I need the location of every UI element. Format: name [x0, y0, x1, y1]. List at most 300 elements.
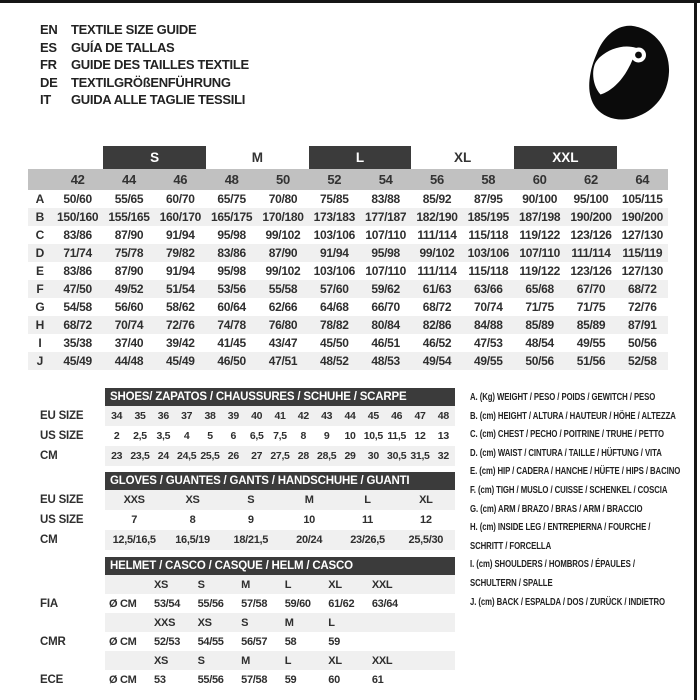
standard-label: ECE — [40, 673, 64, 686]
size-value-cell: 48/53 — [371, 354, 400, 368]
value-cell: M — [304, 494, 314, 506]
language-code: FR — [40, 57, 57, 73]
row-letter: E — [35, 264, 44, 278]
size-value-cell: 39/42 — [166, 336, 195, 350]
size-value-cell: 50/56 — [628, 336, 657, 350]
size-value-cell: 68/72 — [422, 300, 452, 314]
size-value-cell: 182/190 — [416, 210, 458, 224]
size-group-spacer — [28, 146, 52, 169]
size-value-cell: 70/74 — [114, 318, 144, 332]
size-value-cell: 155/165 — [108, 210, 150, 224]
row-band — [105, 446, 455, 466]
row-band — [105, 670, 455, 689]
main-size-table — [28, 146, 668, 370]
row-label: EU SIZE — [40, 410, 84, 422]
helmet-size-cell: S — [241, 616, 249, 629]
size-header-cell: 52 — [327, 172, 342, 187]
gloves-rows — [28, 490, 458, 550]
size-value-cell: 115/118 — [468, 228, 509, 242]
value-cell: 38 — [204, 410, 216, 422]
size-value-cell: 45/50 — [320, 336, 349, 350]
size-value-cell: 79/82 — [166, 246, 195, 260]
helmet-value-row — [28, 632, 458, 651]
helmet-size-cell: XXL — [371, 578, 393, 591]
helmet-size-cell: L — [284, 654, 292, 667]
helmet-value-cell: 57/58 — [241, 673, 268, 686]
size-value-cell: 41/45 — [217, 336, 246, 350]
value-cell: 10,5 — [363, 430, 383, 442]
value-cell: 41 — [274, 410, 286, 422]
legend-line: F. (cm) TIGH / MUSLO / CUISSE / SCHENKEL / COSCIA — [470, 483, 668, 496]
value-cell: XXS — [123, 494, 145, 506]
size-value-cell: 111/114 — [571, 246, 611, 260]
size-value-cell: 35/38 — [63, 336, 92, 350]
value-cell: S — [247, 494, 255, 506]
size-value-cell: 99/102 — [419, 246, 455, 260]
value-cell: 6,5 — [249, 430, 264, 442]
size-value-cell: 99/102 — [265, 264, 301, 278]
size-value-cell: 52/58 — [628, 354, 657, 368]
helmet-value-cell: 58 — [284, 635, 297, 648]
value-cell: 13 — [437, 430, 449, 442]
helmet-size-cell: XS — [197, 616, 212, 629]
row-label: CM — [40, 534, 58, 546]
table-row — [28, 510, 458, 530]
size-value-cell: 91/94 — [320, 246, 349, 260]
legend-line: I. (cm) SHOULDERS / HOMBROS / ÉPAULES / — [470, 558, 635, 571]
measure-legend — [470, 388, 696, 611]
helmet-value-cell: 54/55 — [197, 635, 224, 648]
size-value-cell: 54/58 — [63, 300, 92, 314]
value-cell: 30 — [367, 450, 379, 462]
size-value-cell: 59/62 — [371, 282, 400, 296]
helmet-value-cell: 60 — [328, 673, 340, 686]
size-value-cell: 70/74 — [474, 300, 503, 314]
value-cell: 40 — [251, 410, 263, 422]
size-header-cell: 44 — [122, 172, 136, 187]
helmet-size-row — [28, 651, 458, 670]
size-value-cell: 103/106 — [313, 228, 355, 242]
size-value-cell: 160/170 — [159, 210, 201, 224]
value-cell: 36 — [157, 410, 169, 422]
size-value-cell: 95/98 — [371, 246, 400, 260]
value-cell: 24,5 — [177, 450, 197, 462]
size-value-cell: 68/72 — [628, 282, 657, 296]
value-cell: 32 — [437, 450, 449, 462]
legend-line: E. (cm) HIP / CADERA / HANCHE / HÜFTE / HIPS / BACINO — [470, 465, 681, 478]
helmet-size-cell: XS — [154, 654, 169, 667]
value-cell: 37 — [181, 410, 193, 422]
size-value-cell: 50/60 — [63, 192, 92, 206]
size-value-cell: 47/50 — [63, 282, 92, 296]
size-value-cell: 123/126 — [570, 228, 612, 242]
size-value-cell: 63/66 — [474, 282, 503, 296]
helmet-size-cell: S — [197, 654, 205, 667]
size-value-cell: 48/52 — [320, 354, 349, 368]
helmet-size-row — [28, 613, 458, 632]
size-value-cell: 103/106 — [467, 246, 509, 260]
helmet-value-cell: 56/57 — [241, 635, 268, 648]
value-cell: 10 — [344, 430, 356, 442]
size-group-cell — [617, 146, 668, 169]
legend-line: SCHRITT / FORCELLA — [470, 539, 552, 552]
unit-cell: Ø CM — [109, 597, 137, 610]
size-value-cell: 123/126 — [570, 264, 612, 278]
size-row — [28, 262, 668, 280]
standard-label: FIA — [40, 597, 58, 610]
language-row — [40, 21, 249, 39]
size-value-cell: 173/183 — [313, 210, 355, 224]
value-cell: 7,5 — [273, 430, 287, 442]
size-value-cell: 72/76 — [628, 300, 657, 314]
size-value-cell: 72/76 — [166, 318, 195, 332]
size-value-cell: 119/122 — [519, 264, 560, 278]
size-value-cell: 127/130 — [621, 228, 663, 242]
legend-line: SCHULTERN / SPALLE — [470, 576, 553, 589]
row-label — [28, 613, 105, 632]
value-cell: 23 — [111, 450, 123, 462]
helmet-size-cell: XL — [328, 578, 342, 591]
size-value-cell: 60/70 — [166, 192, 195, 206]
language-code: DE — [40, 74, 58, 90]
size-value-cell: 51/54 — [166, 282, 195, 296]
size-value-cell: 127/130 — [621, 264, 663, 278]
size-value-cell: 82/86 — [422, 318, 452, 332]
size-row — [28, 280, 668, 298]
helmet-icon — [572, 22, 678, 127]
value-cell: 7 — [131, 514, 138, 526]
size-row — [28, 244, 668, 262]
language-label: TEXTILGRÖßENFÜHRUNG — [71, 74, 231, 90]
value-cell: 3,5 — [156, 430, 171, 442]
row-letter: C — [35, 228, 45, 242]
size-value-cell: 47/53 — [474, 336, 503, 350]
helmet-size-cell: S — [197, 578, 205, 591]
size-header-cell: 60 — [532, 172, 547, 187]
size-row — [28, 208, 668, 226]
row-label — [28, 575, 105, 594]
size-row — [28, 226, 668, 244]
language-label: GUIDE DES TAILLES TEXTILE — [71, 57, 249, 73]
value-cell: 39 — [227, 410, 239, 422]
value-cell: 35 — [134, 410, 146, 422]
size-value-cell: 95/100 — [573, 192, 609, 206]
value-cell: 9 — [323, 430, 330, 442]
size-value-cell: 43/47 — [268, 336, 298, 350]
size-value-cell: 165/175 — [211, 210, 253, 224]
value-cell: 25,5/30 — [408, 534, 444, 546]
size-value-cell: 47/51 — [268, 354, 298, 368]
size-value-cell: 65/75 — [217, 192, 246, 206]
size-value-cell: 70/80 — [268, 192, 298, 206]
size-header-cell: 56 — [430, 172, 444, 187]
value-cell: 8 — [189, 514, 196, 526]
size-value-cell: 103/106 — [313, 264, 355, 278]
size-value-cell: 170/180 — [262, 210, 304, 224]
size-value-cell: 67/70 — [576, 282, 606, 296]
value-cell: 48 — [437, 410, 449, 422]
size-row — [28, 298, 668, 316]
size-value-cell: 119/122 — [519, 228, 560, 242]
helmet-size-row — [28, 575, 458, 594]
helmet-size-cell: M — [241, 654, 251, 667]
value-cell: 23/26,5 — [350, 534, 385, 546]
helmet-size-cell: XS — [154, 578, 169, 591]
row-band — [105, 530, 455, 550]
helmet-value-row — [28, 670, 458, 689]
size-value-cell: 177/187 — [365, 210, 407, 224]
helmet-value-cell: 61/62 — [328, 597, 355, 610]
size-value-cell: 49/55 — [474, 354, 503, 368]
helmet-size-cell: XL — [328, 654, 342, 667]
row-band — [105, 632, 455, 651]
helmet-value-cell: 55/56 — [197, 673, 224, 686]
size-value-cell: 53/56 — [217, 282, 246, 296]
unit-cell: Ø CM — [109, 673, 137, 686]
top-border — [0, 0, 700, 3]
language-row — [40, 91, 249, 109]
helmet-value-cell: 59 — [328, 635, 340, 648]
size-value-cell: 99/102 — [265, 228, 301, 242]
value-cell: 26 — [227, 450, 239, 462]
size-value-cell: 66/70 — [371, 300, 400, 314]
value-cell: 6 — [230, 430, 237, 442]
value-cell: 25,5 — [200, 450, 220, 462]
row-label: US SIZE — [40, 514, 84, 526]
size-header-cell: 64 — [635, 172, 650, 187]
helmet-value-cell: 63/64 — [371, 597, 398, 610]
size-value-cell: 107/110 — [365, 264, 406, 278]
size-value-cell: 51/56 — [576, 354, 606, 368]
helmet-value-cell: 59/60 — [284, 597, 311, 610]
helmet-size-cell: XXL — [371, 654, 393, 667]
size-value-cell: 105/115 — [622, 192, 663, 206]
size-value-cell: 49/52 — [114, 282, 144, 296]
helmet-rows — [28, 575, 458, 689]
language-code: IT — [40, 92, 51, 108]
helmet-section — [28, 557, 458, 689]
size-value-cell: 185/195 — [467, 210, 509, 224]
row-band — [105, 575, 455, 594]
row-letter: G — [35, 300, 45, 314]
size-value-cell: 83/86 — [63, 228, 92, 242]
size-value-cell: 71/75 — [525, 300, 554, 314]
value-cell: 12,5/16,5 — [112, 534, 156, 546]
value-cell: 29 — [344, 450, 356, 462]
size-value-cell: 71/75 — [576, 300, 606, 314]
language-label: GUÍA DE TALLAS — [71, 39, 175, 55]
size-value-cell: 111/114 — [417, 228, 457, 242]
size-value-cell: 45/49 — [63, 354, 92, 368]
helmet-value-cell: 55/56 — [197, 597, 224, 610]
size-value-cell: 62/66 — [268, 300, 298, 314]
size-header-cell: 46 — [173, 172, 188, 187]
legend-line: B. (cm) HEIGHT / ALTURA / HAUTEUR / HÖHE / ALTEZZA — [470, 409, 676, 422]
value-cell: L — [364, 494, 371, 506]
helmet-size-cell: L — [284, 578, 292, 591]
size-value-cell: 150/160 — [57, 210, 99, 224]
size-value-cell: 46/50 — [217, 354, 246, 368]
language-code: ES — [40, 39, 57, 55]
size-group-row — [28, 146, 668, 169]
value-cell: 11,5 — [387, 430, 406, 442]
row-letter: D — [35, 246, 45, 260]
size-value-cell: 65/68 — [525, 282, 554, 296]
size-row — [28, 316, 668, 334]
size-value-cell: 48/54 — [525, 336, 554, 350]
value-cell: 9 — [247, 514, 254, 526]
size-value-cell: 74/78 — [217, 318, 246, 332]
helmet-value-cell: 53 — [154, 673, 166, 686]
value-cell: 28 — [297, 450, 309, 462]
size-value-cell: 60/64 — [217, 300, 246, 314]
helmet-size-cell: XXS — [154, 616, 176, 629]
size-value-cell: 49/54 — [422, 354, 452, 368]
size-value-cell: 91/94 — [166, 264, 195, 278]
size-value-cell: 57/60 — [320, 282, 349, 296]
table-row — [28, 426, 458, 446]
gloves-title: GLOVES / GUANTES / GANTS / HANDSCHUHE / GUANTI — [105, 472, 455, 490]
shoes-section — [28, 388, 458, 466]
row-letter: I — [38, 336, 42, 350]
legend-line: C. (cm) CHEST / PECHO / POITRINE / TRUHE / PETTO — [470, 428, 665, 441]
helmet-value-cell: 57/58 — [241, 597, 268, 610]
language-row — [40, 74, 249, 92]
size-value-cell: 83/86 — [63, 264, 92, 278]
value-cell: 11 — [361, 514, 373, 526]
language-row — [40, 39, 249, 57]
row-label: US SIZE — [40, 430, 84, 442]
size-value-cell: 56/60 — [114, 300, 144, 314]
table-row — [28, 530, 458, 550]
size-group-cell: XL — [454, 150, 472, 165]
size-value-cell: 71/74 — [63, 246, 92, 260]
row-band — [105, 426, 455, 446]
helmet-title: HELMET / CASCO / CASQUE / HELM / CASCO — [105, 557, 455, 575]
helmet-value-cell: 59 — [284, 673, 297, 686]
helmet-value-row — [28, 594, 458, 613]
helmet-value-cell: 61 — [371, 673, 384, 686]
row-label — [28, 651, 105, 670]
size-value-cell: 85/89 — [525, 318, 554, 332]
value-cell: 4 — [183, 430, 190, 442]
value-cell: XL — [419, 494, 433, 506]
row-label: CM — [40, 450, 58, 462]
size-group-cell: S — [103, 146, 206, 169]
table-row — [28, 446, 458, 466]
value-cell: 8 — [300, 430, 307, 442]
size-value-cell: 190/200 — [621, 210, 663, 224]
row-band — [105, 510, 455, 530]
unit-cell: Ø CM — [109, 635, 137, 648]
legend-line: G. (cm) ARM / BRAZO / BRAS / ARM / BRACCIO — [470, 502, 643, 515]
language-code: EN — [40, 22, 58, 37]
size-group-cell — [52, 146, 103, 169]
legend-line: D. (cm) WAIST / CINTURA / TAILLE / HÜFTUNG / VITA — [470, 446, 662, 459]
size-value-cell: 37/40 — [114, 336, 144, 350]
size-value-cell: 95/98 — [217, 264, 246, 278]
size-row — [28, 190, 668, 208]
value-cell: 12 — [414, 430, 426, 442]
value-cell: 27 — [251, 450, 263, 462]
size-header-cell: 48 — [224, 172, 239, 187]
size-header-cell: 58 — [481, 172, 496, 187]
value-cell: 24 — [157, 450, 169, 462]
row-band — [105, 490, 455, 510]
size-header-cell: 42 — [70, 172, 85, 187]
table-row — [28, 406, 458, 426]
value-cell: 42 — [297, 410, 309, 422]
table-row — [28, 490, 458, 510]
gloves-section — [28, 472, 458, 550]
size-value-cell: 87/90 — [114, 264, 144, 278]
legend-line: A. (Kg) WEIGHT / PESO / POIDS / GEWITCH / PESO — [470, 391, 656, 403]
row-band — [105, 651, 455, 670]
value-cell: 12 — [420, 514, 432, 526]
size-value-cell: 55/65 — [114, 192, 144, 206]
row-label: EU SIZE — [40, 494, 84, 506]
size-value-cell: 46/52 — [422, 336, 452, 350]
standard-label: CMR — [40, 635, 66, 648]
size-value-cell: 58/62 — [166, 300, 195, 314]
size-header-cell: 62 — [584, 172, 598, 187]
size-value-cell: 49/55 — [576, 336, 606, 350]
size-value-cell: 90/100 — [522, 192, 558, 206]
value-cell: XS — [185, 494, 200, 506]
row-band — [105, 406, 455, 426]
value-cell: 16,5/19 — [175, 534, 210, 546]
size-value-cell: 46/51 — [371, 336, 400, 350]
size-value-cell: 87/91 — [628, 318, 657, 332]
value-cell: 5 — [207, 430, 213, 442]
size-value-cell: 187/198 — [519, 210, 561, 224]
size-group-cell: L — [309, 146, 412, 169]
value-cell: 28,5 — [317, 450, 337, 462]
size-value-cell: 64/68 — [320, 300, 349, 314]
row-letter: B — [35, 210, 45, 224]
size-group-cell: XXL — [514, 146, 617, 169]
size-value-cell: 68/72 — [63, 318, 92, 332]
legend-line: J. (cm) BACK / ESPALDA / DOS / ZURÜCK / INDIETRO — [470, 595, 666, 608]
legend-line: H. (cm) INSIDE LEG / ENTREPIERNA / FOURCHE / — [470, 521, 651, 534]
size-value-cell: 87/90 — [268, 246, 298, 260]
size-value-cell: 107/110 — [365, 228, 406, 242]
language-label: TEXTILE SIZE GUIDE — [71, 22, 197, 37]
size-value-cell: 115/119 — [622, 246, 663, 260]
language-row — [40, 56, 249, 74]
size-value-cell: 50/56 — [525, 354, 554, 368]
size-row — [28, 352, 668, 370]
size-value-cell: 115/118 — [468, 264, 509, 278]
size-value-cell: 55/58 — [268, 282, 298, 296]
size-value-cell: 91/94 — [166, 228, 195, 242]
value-cell: 43 — [321, 410, 333, 422]
size-value-cell: 111/114 — [417, 264, 457, 278]
size-value-cell: 78/82 — [320, 318, 349, 332]
value-cell: 44 — [344, 410, 356, 422]
size-value-cell: 80/84 — [371, 318, 400, 332]
size-row — [28, 334, 668, 352]
value-cell: 20/24 — [296, 534, 323, 546]
value-cell: 47 — [414, 410, 426, 422]
shoes-title: SHOES/ ZAPATOS / CHAUSSURES / SCHUHE / SCARPE — [105, 388, 455, 406]
language-label: GUIDA ALLE TAGLIE TESSILI — [71, 92, 246, 108]
size-value-cell: 44/48 — [114, 354, 144, 368]
row-band — [105, 613, 455, 632]
language-list — [40, 21, 249, 109]
value-cell: 10 — [303, 514, 315, 526]
size-value-cell: 83/88 — [371, 192, 400, 206]
